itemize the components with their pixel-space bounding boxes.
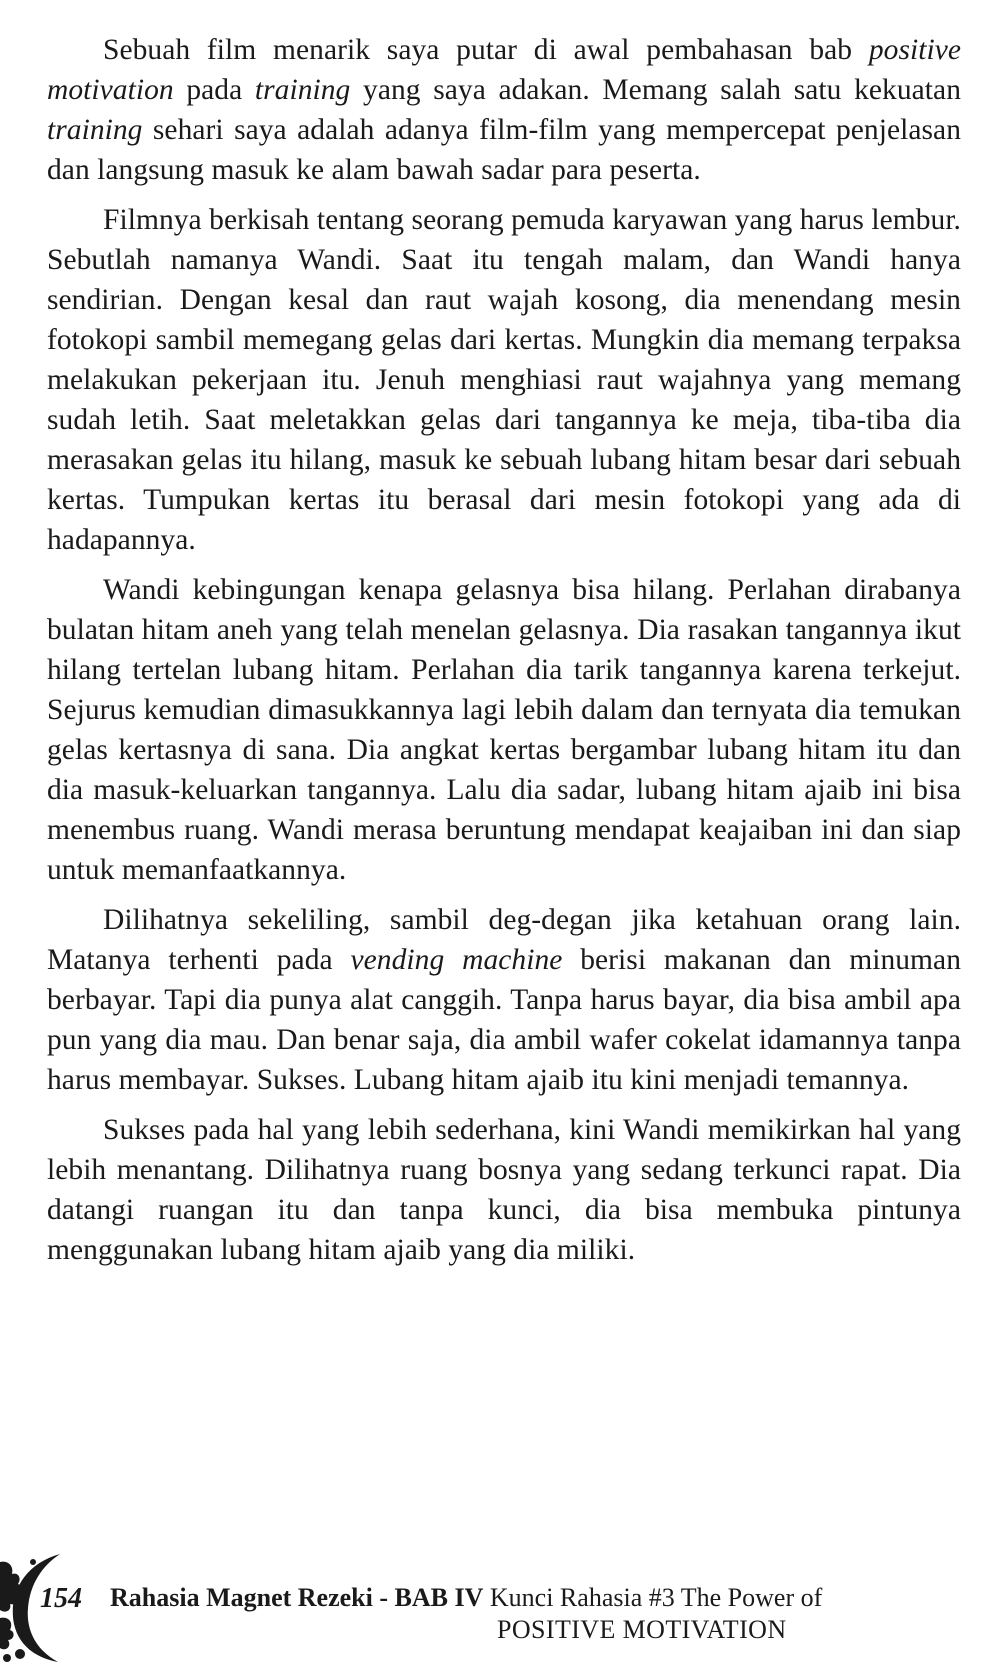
text-segment: Filmnya berkisah tentang seorang pemuda karyawan yang harus lembur. Sebutlah namanya Wandi. Saat itu tengah malam, dan Wandi hanya sendirian. Dengan kesal dan raut wajah kosong, dia menendang mesin fotokopi sambil memegang gelas dari kertas. Mungkin dia memang terpaksa melakukan pekerjaan itu. Jenuh menghiasi raut wajahnya yang memang sudah letih. Saat meletakkan gelas dari tangannya ke meja, tiba-tiba dia merasakan gelas itu hilang, masuk ke sebuah lubang hitam besar dari sebuah kertas. Tumpukan kertas itu berasal dari mesin fotokopi yang ada di hadapannya. (47, 204, 961, 556)
paragraph (47, 900, 961, 1100)
book-page-body (47, 30, 961, 1280)
italic-term: training (47, 114, 143, 146)
chapter-title-line2: POSITIVE MOTIVATION (497, 1615, 787, 1644)
chapter-label: BAB IV (394, 1583, 484, 1612)
text-segment: berisi makanan dan minuman berbayar. Tapi dia punya alat canggih. Tanpa harus bayar, dia bisa ambil apa pun yang dia mau. Dan benar saja, dia ambil wafer cokelat idamannya tanpa harus membayar. Sukses. Lubang hitam ajaib itu kini menjadi temannya. (47, 944, 961, 1096)
text-segment: yang saya adakan. Memang salah satu kekuatan (350, 74, 961, 106)
text-segment: Sukses pada hal yang lebih sederhana, kini Wandi memikirkan hal yang lebih menantang. Dilihatnya ruang bosnya yang sedang terkunci rapat. Dia datangi ruangan itu dan tanpa kunci, dia bisa membuka pintunya menggunakan lubang hitam ajaib yang dia miliki. (47, 1114, 961, 1266)
paragraph (47, 200, 961, 560)
paragraph (47, 570, 961, 890)
paragraph (47, 1110, 961, 1270)
book-title: Rahasia Magnet Rezeki (110, 1583, 373, 1612)
text-segment: Sebuah film menarik saya putar di awal pembahasan bab (103, 34, 869, 66)
running-head (110, 1582, 870, 1646)
italic-term: positive motivation (47, 34, 961, 106)
page-footer (0, 1540, 1001, 1664)
text-segment: Wandi kebingungan kenapa gelasnya bisa hilang. Perlahan dirabanya bulatan hitam aneh yang telah menelan gelasnya. Dia rasakan tangannya ikut hilang tertelan lubang hitam. Perlahan dia tarik tangannya karena terkejut. Sejurus kemudian dimasukkannya lagi lebih dalam dan ternyata dia temukan gelas kertasnya di sana. Dia angkat kertas bergambar lubang hitam itu dan dia masuk-keluarkan tangannya. Lalu dia sadar, lubang hitam ajaib ini bisa menembus ruang. Wandi merasa beruntung mendapat keajaiban ini dan siap untuk memanfaatkannya. (47, 574, 961, 886)
page-number: 154 (40, 1583, 82, 1614)
text-segment: sehari saya adalah adanya film-film yang mempercepat penjelasan dan langsung masuk ke alam bawah sadar para peserta. (47, 114, 961, 186)
paragraph (47, 30, 961, 190)
text-segment: pada (173, 74, 255, 106)
text-segment: Dilihatnya sekeliling, sambil deg-degan jika ketahuan orang lain. Matanya terhenti pada (47, 904, 961, 976)
separator: - (379, 1583, 389, 1612)
chapter-title-line1: Kunci Rahasia #3 The Power of (489, 1583, 823, 1612)
italic-term: training (254, 74, 351, 106)
italic-term: vending machine (350, 944, 563, 976)
